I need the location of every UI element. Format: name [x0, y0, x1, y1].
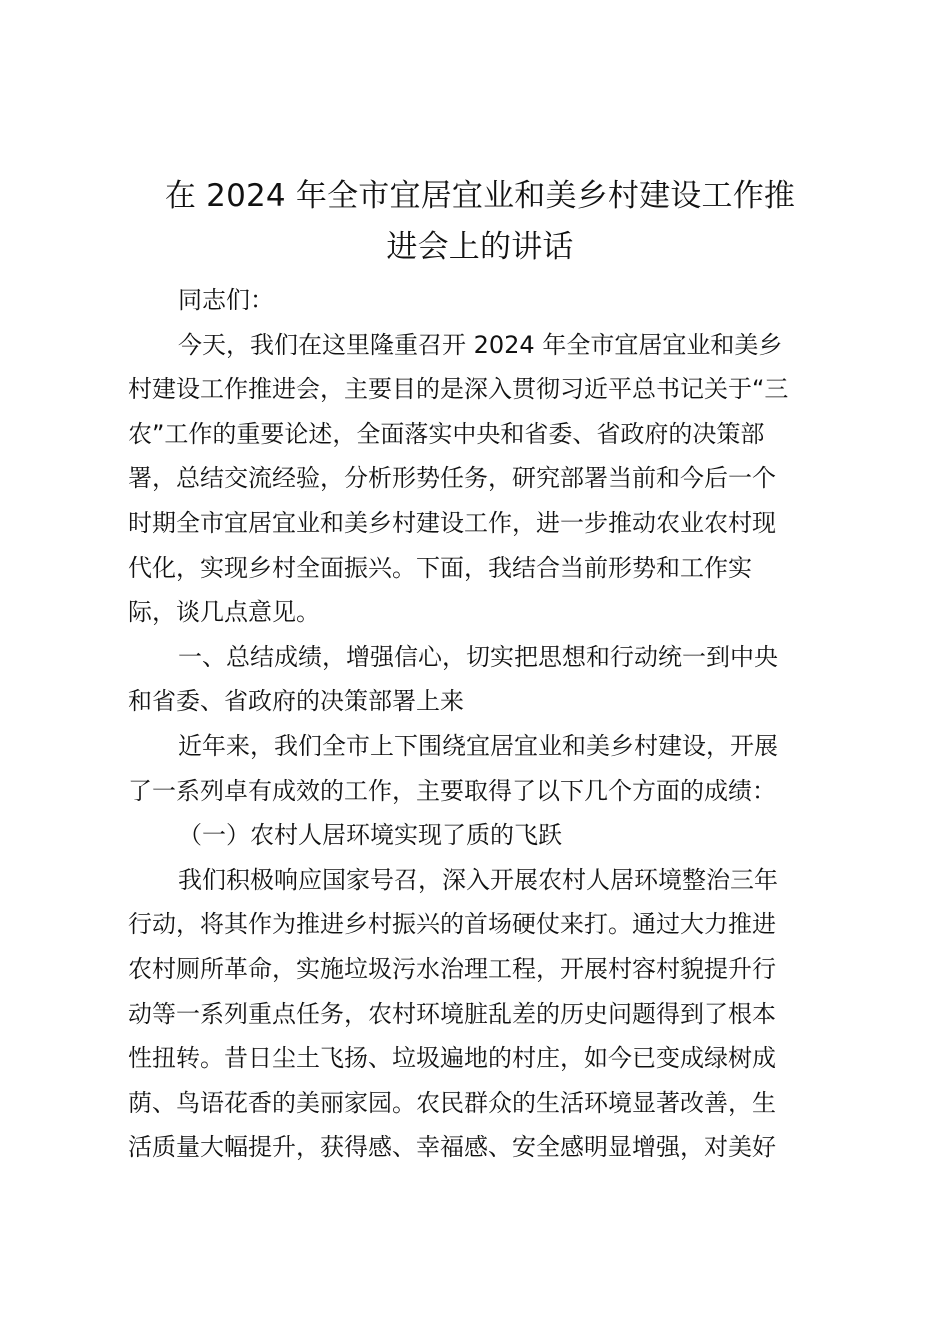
text-line: 一、总结成绩，增强信心，切实把思想和行动统一到中央 [178, 642, 778, 671]
text-line: 署，总结交流经验，分析形势任务，研究部署当前和今后一个 [128, 464, 776, 493]
text-line: 近年来，我们全市上下围绕宜居宜业和美乡村建设，开展 [178, 731, 778, 760]
text-line: 村建设工作推进会，主要目的是深入贯彻习近平总书记关于“三 [128, 375, 789, 404]
text-line: 荫、鸟语花香的美丽家园。农民群众的生活环境显著改善，生 [128, 1088, 776, 1117]
text-line: 动等一系列重点任务，农村环境脏乱差的历史问题得到了根本 [128, 999, 776, 1028]
text-line: 时期全市宜居宜业和美乡村建设工作，进一步推动农业农村现 [128, 508, 776, 537]
text-line: （一）农村人居环境实现了质的飞跃 [178, 821, 562, 850]
title-line-2: 进会上的讲话 [386, 229, 574, 265]
document-body [128, 278, 828, 1170]
text-line: 代化，实现乡村全面振兴。下面，我结合当前形势和工作实 [128, 553, 752, 582]
text-line: 行动，将其作为推进乡村振兴的首场硬仗来打。通过大力推进 [128, 910, 776, 939]
text-line: 性扭转。昔日尘土飞扬、垃圾遍地的村庄，如今已变成绿树成 [128, 1044, 776, 1073]
text-line: 农”工作的重要论述，全面落实中央和省委、省政府的决策部 [128, 419, 765, 448]
text-line: 今天，我们在这里隆重召开 2024 年全市宜居宜业和美乡 [178, 330, 783, 359]
text-line: 了一系列卓有成效的工作，主要取得了以下几个方面的成绩： [128, 776, 776, 805]
text-line: 和省委、省政府的决策部署上来 [128, 687, 464, 716]
text-line: 活质量大幅提升，获得感、幸福感、安全感明显增强，对美好 [128, 1133, 776, 1162]
text-line: 农村厕所革命，实施垃圾污水治理工程，开展村容村貌提升行 [128, 954, 776, 983]
document-title [100, 171, 860, 273]
text-line: 同志们： [178, 286, 274, 314]
title-line-1: 在 2024 年全市宜居宜业和美乡村建设工作推 [164, 178, 796, 214]
text-line: 际，谈几点意见。 [128, 598, 320, 627]
text-line: 我们积极响应国家号召，深入开展农村人居环境整治三年 [178, 865, 778, 894]
